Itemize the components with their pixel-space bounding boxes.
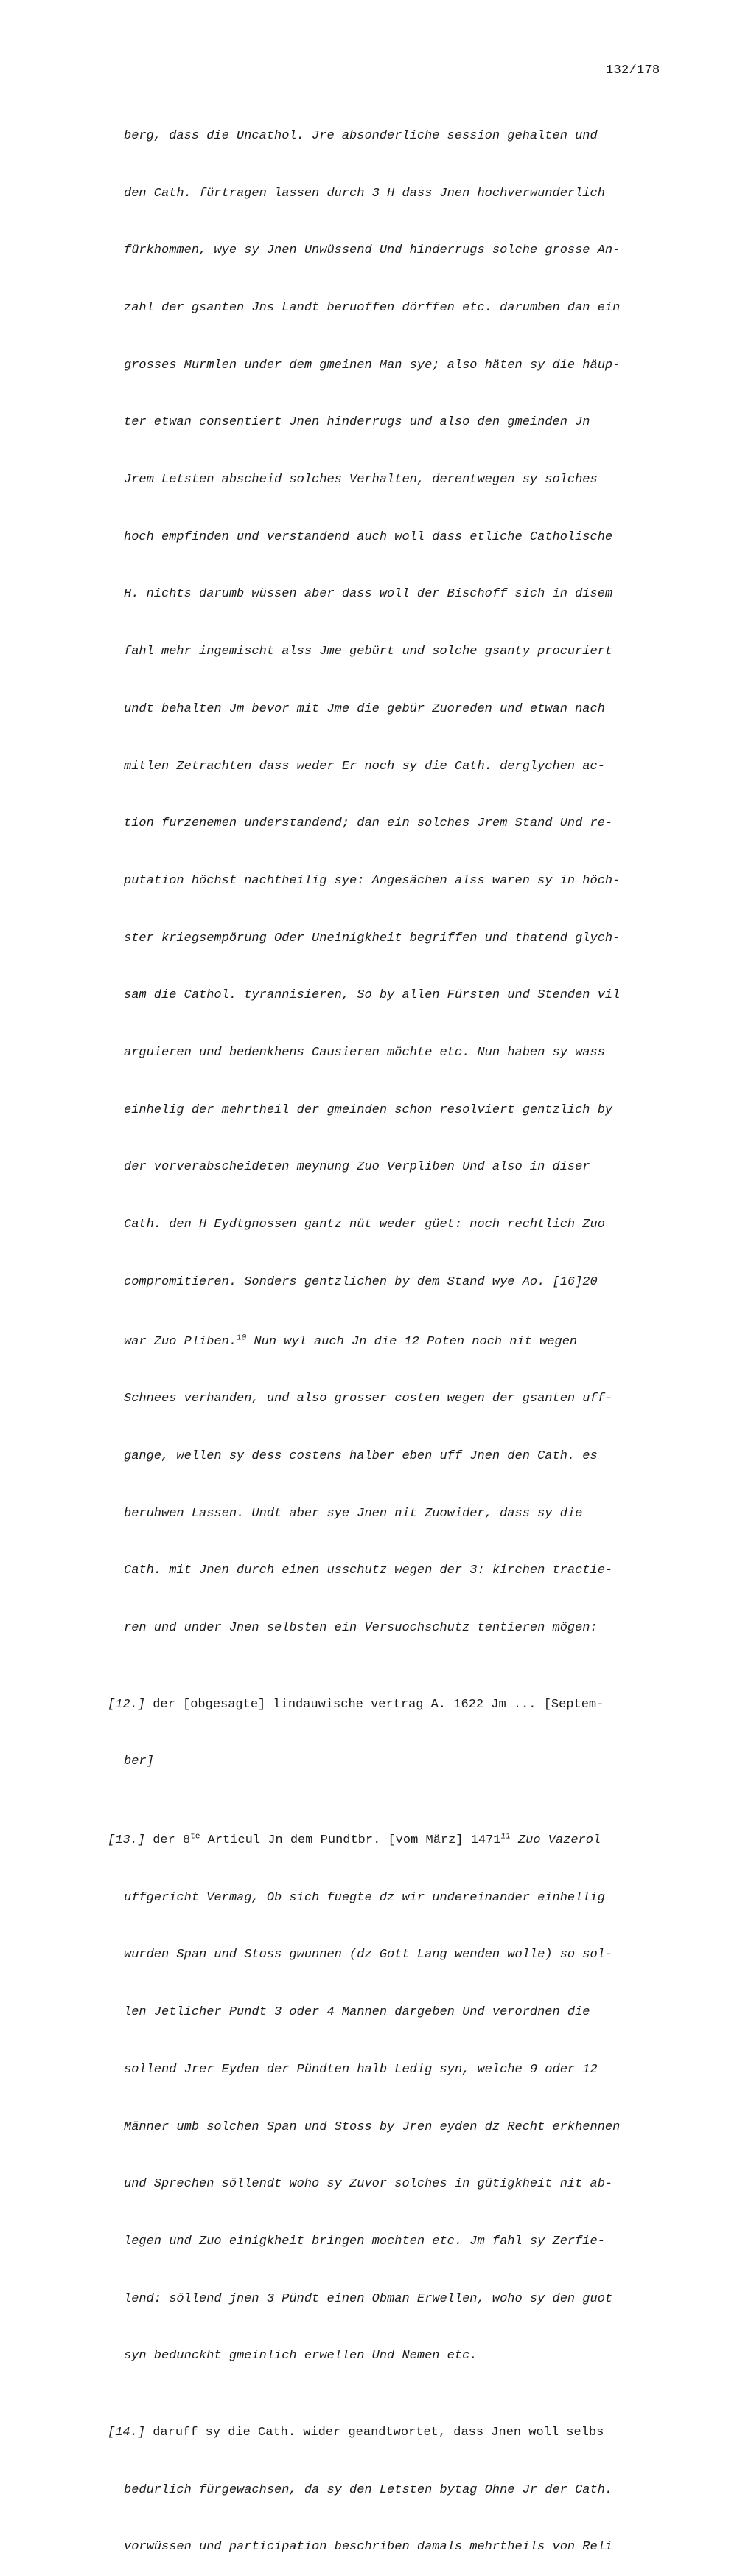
item-14-line (0, 2423, 737, 2443)
text-line: zahl der gsanten Jns Landt beruoffen dörffen etc. darumben dan ein (124, 300, 621, 315)
text-line: den Cath. fürtragen lassen durch 3 H dass Jnen hochverwunderlich (124, 186, 605, 201)
text-line: ber] (124, 1754, 154, 1769)
text-line: H. nichts darumb wüssen aber dass woll der Bischoff sich in disem (124, 587, 613, 602)
text-line: bedurlich fürgewachsen, da sy den Letsten bytag Ohne Jr der Cath. (124, 2482, 613, 2497)
text-line: wurden Span und Stoss gwunnen (dz Gott Lang wenden wolle) so sol- (124, 1948, 613, 1962)
text-line: fürkhommen, wye sy Jnen Unwüssend Und hinderrugs solche grosse An- (124, 243, 621, 258)
text-line: vorwüssen und participation beschriben damals mehrtheils von Reli (124, 2540, 613, 2555)
text-line: hoch empfinden und verstandend auch woll dass etliche Catholische (124, 530, 613, 544)
text-line: uffgericht Vermag, Ob sich fuegte dz wir undereinander einhellig (124, 1890, 605, 1905)
text-line: ren und under Jnen selbsten ein Versuochschutz tentieren mögen: (124, 1621, 598, 1636)
text-line: mitlen Zetrachten dass weder Er noch sy die Cath. derglychen ac- (124, 759, 605, 774)
text-segment: Zuo Vazerol (510, 1833, 601, 1848)
text-line: gange, wellen sy dess costens halber eben uff Jnen den Cath. es (124, 1448, 598, 1463)
text-line: fahl mehr ingemischt alss Jme gebürt und solche gsanty procuriert (124, 645, 613, 659)
text-line: compromitieren. Sonders gentzlichen by dem Stand wye Ao. [16]20 (124, 1274, 598, 1289)
item-13-line (0, 1831, 737, 1850)
text-line: ster kriegsempörung Oder Uneinigkheit begriffen und thatend glych- (124, 931, 621, 945)
text-segment: Articul Jn dem Pundtbr. [vom März] 1471 (200, 1833, 501, 1848)
text-line: lend: söllend jnen 3 Pündt einen Obman Erwellen, woho sy den guot (124, 2291, 613, 2306)
text-line: der vorverabscheideten meynung Zuo Verpliben Und also in diser (124, 1160, 590, 1175)
page-number: 132/178 (606, 63, 660, 77)
text-line: und Sprechen söllendt woho sy Zuvor solches in gütigkheit nit ab- (124, 2177, 613, 2192)
text-line: sollend Jrer Eyden der Pündten halb Ledig syn, welche 9 oder 12 (124, 2062, 598, 2077)
item-12-label: [12.] (108, 1697, 146, 1712)
text-line: ter etwan consentiert Jnen hinderrugs und also den gmeinden Jn (124, 415, 590, 430)
text-line: legen und Zuo einigkheit bringen mochten etc. Jm fahl sy Zerfie- (124, 2234, 605, 2249)
text-line: einhelig der mehrtheil der gmeinden schon resolviert gentzlich by (124, 1103, 613, 1117)
text-line: arguieren und bedenkhens Causieren möchte etc. Nun haben sy wass (124, 1046, 605, 1060)
text-segment: Nun wyl auch Jn die 12 Poten noch nit wegen (246, 1334, 578, 1349)
footnote-ref-10: 10 (237, 1333, 247, 1342)
document-body (0, 88, 737, 2576)
text-line: grosses Murmlen under dem gmeinen Man sye; also häten sy die häup- (124, 358, 621, 372)
text-line: len Jetlicher Pundt 3 oder 4 Mannen dargeben Und verordnen die (124, 2005, 590, 2020)
text-line: putation höchst nachtheilig sye: Angesächen alss waren sy in höch- (124, 873, 621, 888)
footnote-ref-11: 11 (500, 1832, 511, 1841)
item-13-label: [13.] (108, 1833, 146, 1848)
text-line (0, 1333, 737, 1352)
text-segment: der [obgesagte] lindauwische vertrag A. 1622 Jm ... [Septem- (145, 1697, 604, 1712)
text-line: Männer umb solchen Span und Stoss by Jren eyden dz Recht erkhennen (124, 2120, 621, 2134)
text-segment: der 8 (145, 1833, 191, 1848)
item-12-line (0, 1695, 737, 1715)
text-line: tion furzenemen understandend; dan ein solches Jrem Stand Und re- (124, 816, 613, 831)
item-14-label: [14.] (108, 2425, 146, 2440)
text-line: syn bedunckht gmeinlich erwellen Und Nemen etc. (124, 2349, 478, 2364)
text-line: Schnees verhanden, und also grosser costen wegen der gsanten uff- (124, 1392, 613, 1406)
text-line: Jrem Letsten abscheid solches Verhalten, derentwegen sy solches (124, 473, 598, 487)
text-line: Cath. den H Eydtgnossen gantz nüt weder güet: noch rechtlich Zuo (124, 1218, 605, 1232)
text-segment: war Zuo Pliben. (124, 1334, 237, 1349)
text-line: beruhwen Lassen. Undt aber sye Jnen nit Zuowider, dass sy die (124, 1506, 583, 1521)
text-line: sam die Cathol. tyrannisieren, So by allen Fürsten und Stenden vil (124, 988, 621, 1003)
text-segment: daruff sy die Cath. wider geandtwortet, dass Jnen woll selbs (145, 2425, 604, 2440)
superscript-te: te (190, 1832, 200, 1841)
text-line: undt behalten Jm bevor mit Jme die gebür Zuoreden und etwan nach (124, 701, 605, 716)
text-line: Cath. mit Jnen durch einen usschutz wegen der 3: kirchen tractie- (124, 1563, 613, 1578)
text-line: berg, dass die Uncathol. Jre absonderliche session gehalten und (124, 128, 598, 143)
